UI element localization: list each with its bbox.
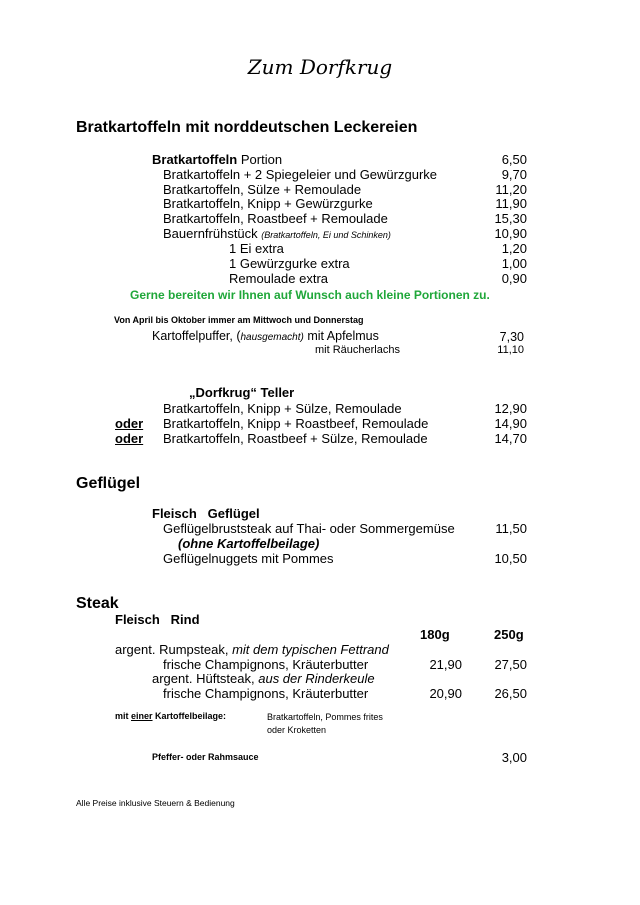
steak-subheading: Fleisch Rind <box>115 612 200 627</box>
sauce-item: Pfeffer- oder Rahmsauce <box>152 752 259 762</box>
item-label: Bauernfrühstück <box>163 226 258 241</box>
menu-item: Geflügelnuggets mit Pommes <box>163 551 334 566</box>
item-price-250g: 26,50 <box>494 686 527 701</box>
item-price-180g: 20,90 <box>429 686 462 701</box>
menu-item-side: frische Champignons, Kräuterbutter <box>163 686 369 701</box>
item-label: Kartoffelpuffer, ( <box>152 329 241 343</box>
menu-item: Bratkartoffeln + 2 Spiegeleier und Gewürzgurke <box>163 167 438 182</box>
beilage-label <box>115 712 226 721</box>
extra-item: Remoulade extra <box>229 271 328 286</box>
menu-item-kartoffelpuffer <box>152 330 379 343</box>
item-note: hausgemacht) <box>240 332 304 343</box>
item-price-180g: 21,90 <box>429 657 462 672</box>
item-price: 11,50 <box>495 521 527 536</box>
season-note: Von April bis Oktober immer am Mittwoch und Donnerstag <box>114 315 364 325</box>
extra-item: 1 Ei extra <box>229 241 284 256</box>
item-price: 7,30 <box>499 330 524 344</box>
oder-label: oder <box>115 431 144 446</box>
oder-label: oder <box>115 416 144 431</box>
teller-item: Bratkartoffeln, Knipp + Roastbeef, Remoulade <box>163 416 429 431</box>
menu-item-side: frische Champignons, Kräuterbutter <box>163 657 369 672</box>
item-label: argent. Hüftsteak, <box>152 671 259 686</box>
item-note: aus der Rinderkeule <box>258 671 375 686</box>
menu-item-hueftsteak <box>152 672 375 685</box>
item-price: 11,10 <box>497 344 524 356</box>
item-label: argent. Rumpsteak, <box>115 642 233 657</box>
item-note: (ohne Kartoffelbeilage) <box>178 536 320 551</box>
item-note: (Bratkartoffeln, Ei und Schinken) <box>261 230 391 240</box>
item-price: 11,20 <box>495 182 527 197</box>
item-price: 3,00 <box>501 750 527 765</box>
item-price: 10,50 <box>494 551 527 566</box>
teller-item: Bratkartoffeln, Roastbeef + Sülze, Remoulade <box>163 431 428 446</box>
menu-item: Bratkartoffeln, Sülze + Remoulade <box>163 182 362 197</box>
menu-item-bauernfruehstueck <box>163 227 391 240</box>
footer-note: Alle Preise inklusive Steuern & Bedienung <box>76 798 235 808</box>
menu-item-portion <box>152 153 282 166</box>
section-heading-gefluegel: Geflügel <box>76 475 141 492</box>
beilage-options: oder Kroketten <box>267 725 327 735</box>
page-title: Zum Dorfkrug <box>247 55 393 79</box>
item-price: 14,70 <box>494 431 527 446</box>
beilage-underline: einer <box>131 711 153 721</box>
beilage-post: Kartoffelbeilage: <box>152 711 227 721</box>
item-price: 10,90 <box>494 226 527 241</box>
menu-item-lachs: mit Räucherlachs <box>315 344 400 356</box>
item-label-rest: mit Apfelmus <box>303 329 379 343</box>
item-label-bold: Bratkartoffeln <box>152 152 238 167</box>
section-heading-steak: Steak <box>76 595 119 612</box>
section-heading-bratkartoffeln: Bratkartoffeln mit norddeutschen Leckereien <box>76 119 418 136</box>
item-price: 1,00 <box>501 256 527 271</box>
extra-item: 1 Gewürzgurke extra <box>229 256 350 271</box>
item-price: 12,90 <box>494 401 527 416</box>
item-price: 9,70 <box>501 167 527 182</box>
menu-item: Bratkartoffeln, Roastbeef + Remoulade <box>163 211 388 226</box>
item-price: 14,90 <box>494 416 527 431</box>
item-note: mit dem typischen Fettrand <box>232 642 389 657</box>
menu-item: Bratkartoffeln, Knipp + Gewürzgurke <box>163 196 373 211</box>
item-label-rest: Portion <box>237 152 283 167</box>
menu-item: Geflügelbruststeak auf Thai- oder Sommergemüse <box>163 521 455 536</box>
gefluegel-subheading: Fleisch Geflügel <box>152 506 260 521</box>
small-portions-note: Gerne bereiten wir Ihnen auf Wunsch auch kleine Portionen zu. <box>130 288 490 302</box>
item-price: 0,90 <box>501 271 527 286</box>
item-price: 11,90 <box>495 196 527 211</box>
beilage-pre: mit <box>115 711 132 721</box>
teller-title: „Dorfkrug“ Teller <box>189 385 295 400</box>
item-price: 6,50 <box>501 152 527 167</box>
column-180g: 180g <box>420 627 450 642</box>
item-price-250g: 27,50 <box>494 657 527 672</box>
beilage-options: Bratkartoffeln, Pommes frites <box>267 712 383 722</box>
item-price: 15,30 <box>494 211 527 226</box>
teller-item: Bratkartoffeln, Knipp + Sülze, Remoulade <box>163 401 402 416</box>
item-price: 1,20 <box>501 241 527 256</box>
column-250g: 250g <box>494 627 524 642</box>
menu-item-rumpsteak <box>115 643 389 656</box>
